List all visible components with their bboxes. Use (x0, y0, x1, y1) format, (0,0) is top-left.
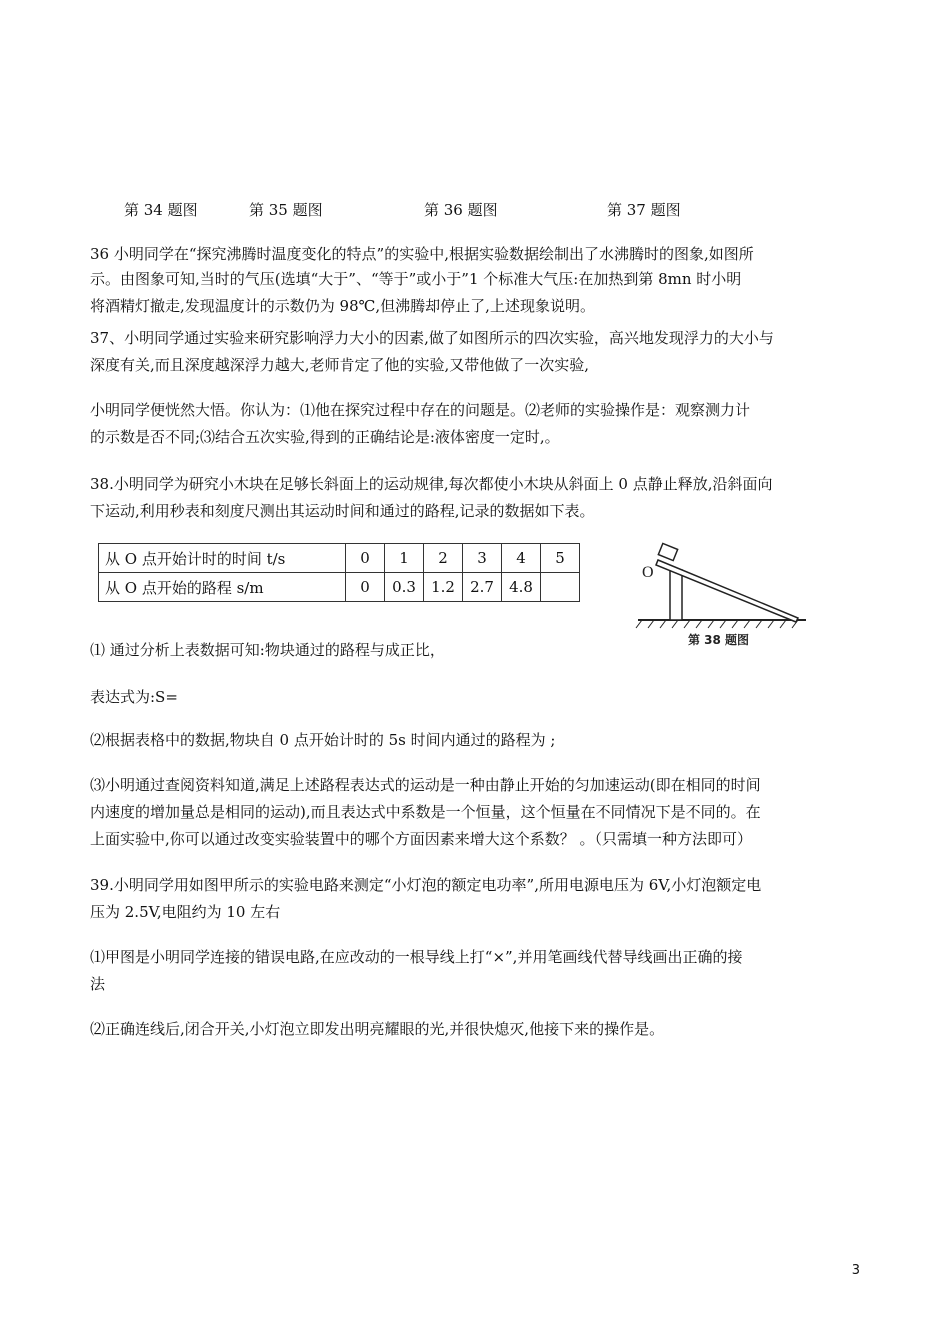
figure-caption-37: 第 37 题图 (607, 201, 681, 219)
table-cell: 2 (424, 544, 463, 573)
q38-part-2: ⑵根据表格中的数据,物块自 0 点开始计时的 5s 时间内通过的路程为 ; (90, 731, 556, 749)
wooden-block (658, 543, 677, 560)
figure-caption-34: 第 34 题图 (124, 201, 198, 219)
q39-line: 压为 2.5V,电阻约为 10 左右 (90, 903, 281, 921)
q38-part-3: ⑶小明通过查阅资料知道,满足上述路程表达式的运动是一种由静止开始的匀加速运动(即在相同的时间 (90, 776, 761, 794)
table-cell: 1.2 (424, 573, 463, 602)
incline-figure (630, 540, 810, 655)
table-cell (541, 573, 580, 602)
row-label-distance: 从 O 点开始的路程 s/m (99, 573, 346, 602)
table-cell: 2.7 (463, 573, 502, 602)
figure-38-caption: 第 38 题图 (688, 633, 750, 647)
page-number: 3 (851, 1263, 860, 1278)
q38-part-3: 上面实验中,你可以通过改变实验装置中的哪个方面因素来增大这个系数？ 。（只需填一种方法即可） (90, 830, 753, 848)
q38-line: 38.小明同学为研究小木块在足够长斜面上的运动规律,每次都使小木块从斜面上 0 点静止释放,沿斜面向 (90, 475, 773, 493)
q39-part-1: 法 (90, 975, 106, 993)
q39-line: 39.小明同学用如图甲所示的实验电路来测定“小灯泡的额定电功率”,所用电源电压为 6V,小灯泡额定电 (90, 876, 762, 894)
q39-part-2: ⑵正确连线后,闭合开关,小灯泡立即发出明亮耀眼的光,并很快熄灭,他接下来的操作是。 (90, 1020, 665, 1038)
q37-line: 37、小明同学通过实验来研究影响浮力大小的因素,做了如图所示的四次实验，高兴地发现浮力的大小与 (90, 329, 774, 347)
table-cell: 1 (385, 544, 424, 573)
q36-line: 示。由图象可知,当时的气压(选填“大于”、“等于”或小于”1 个标准大气压:在加热到第 8mn 时小明 (90, 270, 742, 288)
figure-caption-36: 第 36 题图 (424, 201, 498, 219)
table-cell: 0 (346, 544, 385, 573)
support-block (670, 570, 682, 620)
table-cell: 0 (346, 573, 385, 602)
q37-line: 深度有关,而且深度越深浮力越大,老师肯定了他的实验,又带他做了一次实验, (90, 356, 590, 374)
table-cell: 5 (541, 544, 580, 573)
table-cell: 4 (502, 544, 541, 573)
q37-line: 小明同学便恍然大悟。你认为：⑴他在探究过程中存在的问题是。⑵老师的实验操作是：观察测力计 (90, 401, 751, 419)
q36-line: 36 小明同学在“探究沸腾时温度变化的特点”的实验中,根据实验数据绘制出了水沸腾时的图象,如图所 (90, 245, 754, 263)
q38-part-3: 内速度的增加量总是相同的运动),而且表达式中系数是一个恒量，这个恒量在不同情况下是不同的。在 (90, 803, 761, 821)
q37-line: 的示数是否不同;⑶结合五次实验,得到的正确结论是:液体密度一定时,。 (90, 428, 560, 446)
table-cell: 0.3 (385, 573, 424, 602)
q39-part-1: ⑴甲图是小明同学连接的错误电路,在应改动的一根导线上打“×”,并用笔画线代替导线画出正确的接 (90, 948, 743, 966)
q38-line: 下运动,利用秒表和刻度尺测出其运动时间和通过的路程,记录的数据如下表。 (90, 502, 595, 520)
q38-part-1: ⑴ 通过分析上表数据可知:物块通过的路程与成正比， (90, 641, 445, 659)
q36-line: 将酒精灯撤走,发现温度计的示数仍为 98℃,但沸腾却停止了,上述现象说明。 (90, 297, 595, 315)
table-row (99, 573, 580, 602)
figure-caption-35: 第 35 题图 (249, 201, 323, 219)
q38-data-table (98, 543, 580, 602)
point-o-label: O (642, 564, 654, 581)
table-row (99, 544, 580, 573)
ground-hatch (636, 620, 798, 628)
table-cell: 3 (463, 544, 502, 573)
table-cell: 4.8 (502, 573, 541, 602)
row-label-time: 从 O 点开始计时的时间 t/s (99, 544, 346, 573)
q38-part-1-formula: 表达式为:S= (90, 688, 178, 706)
